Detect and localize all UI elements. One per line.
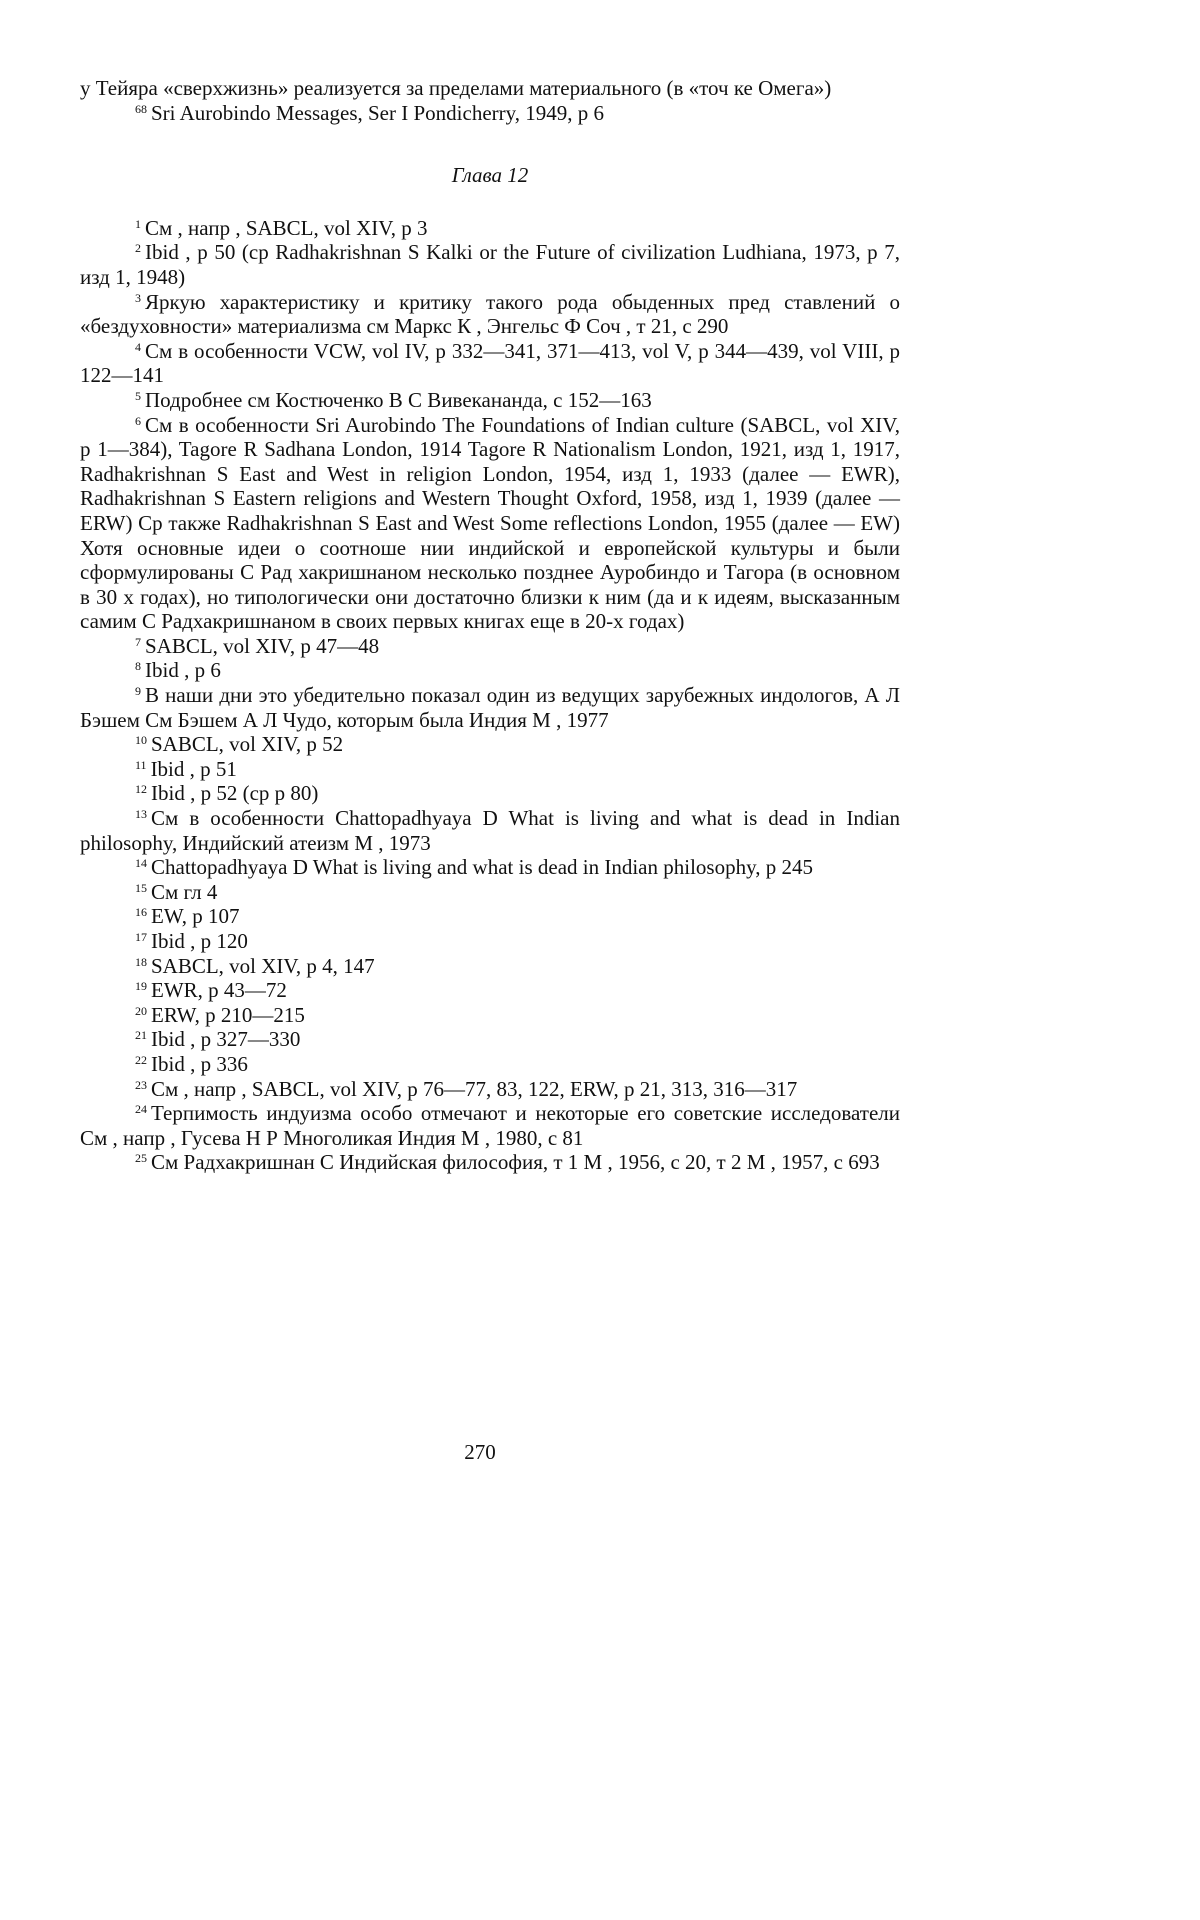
footnote-number: 7 [135,634,141,649]
footnote-number: 19 [135,979,147,994]
footnote-text: Ibid , p 336 [151,1051,248,1076]
footnote-text: Подробнее см Костюченко В С Вивекананда, с 152—163 [145,387,652,412]
footnote-21 [80,1027,900,1052]
footnote-number: 23 [135,1077,147,1092]
page-number: 270 [464,1440,496,1464]
footnote-text: См , напр , SABCL, vol XIV, p 3 [145,215,428,240]
footnote-text: Ibid , p 50 (ср Radhakrishnan S Kalki or the Future of civilization Ludhiana, 1973, p 7, изд 1, 1948) [80,240,900,289]
footnote-text: Ibid , p 6 [145,658,221,683]
footnote-text: ERW, p 210—215 [151,1002,305,1027]
footnote-text: SABCL, vol XIV, p 47—48 [145,633,380,658]
footnote-18 [80,954,900,979]
footnote-text: Ibid , p 51 [150,756,237,781]
footnote-text: См в особенности VCW, vol IV, p 332—341, 371—413, vol V, p 344—439, vol VIII, p 122—141 [80,338,900,388]
footnote-text: Sri Aurobindo Messages, Ser I Pondicherry, 1949, p 6 [151,100,605,125]
footnote-9 [80,683,900,732]
continued-note-text: у Тейяра «сверхжизнь» реализуется за пределами материального (в «точ ке Омега») [80,76,832,100]
footnote-20 [80,1003,900,1028]
footnote-text: Ibid , p 327—330 [151,1027,301,1052]
footnote-number: 17 [135,930,147,944]
footnote-text: SABCL, vol XIV, p 52 [151,732,344,757]
footnote-11 [80,757,900,782]
footnote-text: EW, p 107 [151,904,240,929]
footnote-text: Терпимость индуизма особо отмечают и некоторые его советские исследователи См , напр , Гусева Н Р Многоликая Индия М , 1980, с 81 [80,1101,900,1150]
footnote-text: EWR, p 43—72 [151,978,287,1003]
footnote-24 [80,1101,900,1150]
footnote-15 [80,880,900,905]
footnote-5 [80,388,900,413]
footnote-text: Яркую характеристику и критику такого рода обыденных пред ставлений о «бездуховности» материализма см Маркс К , Энгельс Ф Соч , т 21, с 290 [80,289,900,339]
footnote-number: 15 [135,880,147,895]
footnote-number: 24 [135,1102,147,1117]
footnote-22 [80,1052,900,1077]
footnote-4 [80,339,900,388]
footnote-17 [80,929,900,954]
footnote-10 [80,732,900,757]
footnote-6 [80,413,900,634]
footnote-number: 2 [135,241,141,256]
chapter-title: Глава 12 [451,163,529,188]
footnote-text: В наши дни это убедительно показал один из ведущих зарубежных индологов, А Л Бэшем См Бэшем А Л Чудо, которым была Индия М , 1977 [80,683,900,732]
footnote-number: 5 [135,388,141,403]
footnote-8 [80,658,900,683]
footnote-number: 1 [135,216,141,231]
footnote-number: 68 [135,101,147,116]
footnote-14 [80,855,900,880]
footnote-text: См гл 4 [151,879,218,904]
footnote-list [80,216,900,1175]
footnote-7 [80,634,900,659]
footnote-number: 13 [135,807,147,822]
book-page [80,76,900,1175]
footnote-number: 11 [135,757,147,772]
footnote-text: Chattopadhyaya D What is living and what is dead in Indian philosophy, p 245 [151,855,813,880]
footnote-text: Ibid , p 120 [151,929,248,953]
footnote-number: 4 [135,339,141,354]
footnote-number: 10 [135,733,147,748]
footnote-16 [80,904,900,929]
footnote-23 [80,1077,900,1102]
footnote-number: 21 [135,1028,147,1043]
footnote-number: 6 [135,413,141,428]
footnote-number: 18 [135,954,147,969]
footnote-text: См в особенности Sri Aurobindo The Foundations of Indian culture (SABCL, vol XIV, p 1—384), Tagore R Sadhana London, 1914 Tagore R Nationalism London, 1921, изд 1, 1917, Radhakrishnan S East and West in religion London, 1954, изд 1, 1933 (далее — EWR), Radhakrishnan S Eastern religions and Western Thought Oxford, 1958, изд 1, 1939 (далее — ERW) Ср также Radhakrishnan S East and West Some reflections London, 1955 (далее — EW) Хотя основные идеи о соотноше нии индийской и европейской культуры и были сформулированы С Рад хакришнаном несколько позднее Ауробиндо и Тагора (в основном в 30 х годах), но типологически они достаточно близки к ним (да и к идеям, высказанным самим С Радхакришнаном в своих первых книгах еще в 20-х годах) [80,412,900,634]
footnote-25 [80,1150,900,1175]
footnote-text: См , напр , SABCL, vol XIV, p 76—77, 83, 122, ERW, p 21, 313, 316—317 [151,1076,798,1101]
footnote-number: 20 [135,1003,147,1018]
footnote-text: См Радхакришнан С Индийская философия, т 1 М , 1956, с 20, т 2 М , 1957, с 693 [151,1150,880,1175]
footnote-number: 12 [135,782,147,797]
footnote-text: Ibid , p 52 (ср p 80) [151,781,319,806]
footnote-number: 14 [135,856,147,871]
footnote-text: См в особенности Chattopadhyaya D What is living and what is dead in Indian philosophy, Индийский атеизм М , 1973 [80,806,900,855]
footnote-19 [80,978,900,1003]
footnote-number: 3 [135,290,141,305]
footnote-number: 9 [135,684,141,699]
footnote-68 [80,101,900,126]
footnote-2 [80,240,900,289]
footnote-number: 8 [135,659,141,674]
footnote-number: 25 [135,1151,147,1166]
footnote-3 [80,290,900,339]
footnote-text: SABCL, vol XIV, p 4, 147 [151,953,375,978]
footnote-13 [80,806,900,855]
footnote-12 [80,781,900,806]
footnote-number: 22 [135,1052,147,1067]
footnote-1 [80,216,900,241]
footnote-number: 16 [135,905,147,920]
